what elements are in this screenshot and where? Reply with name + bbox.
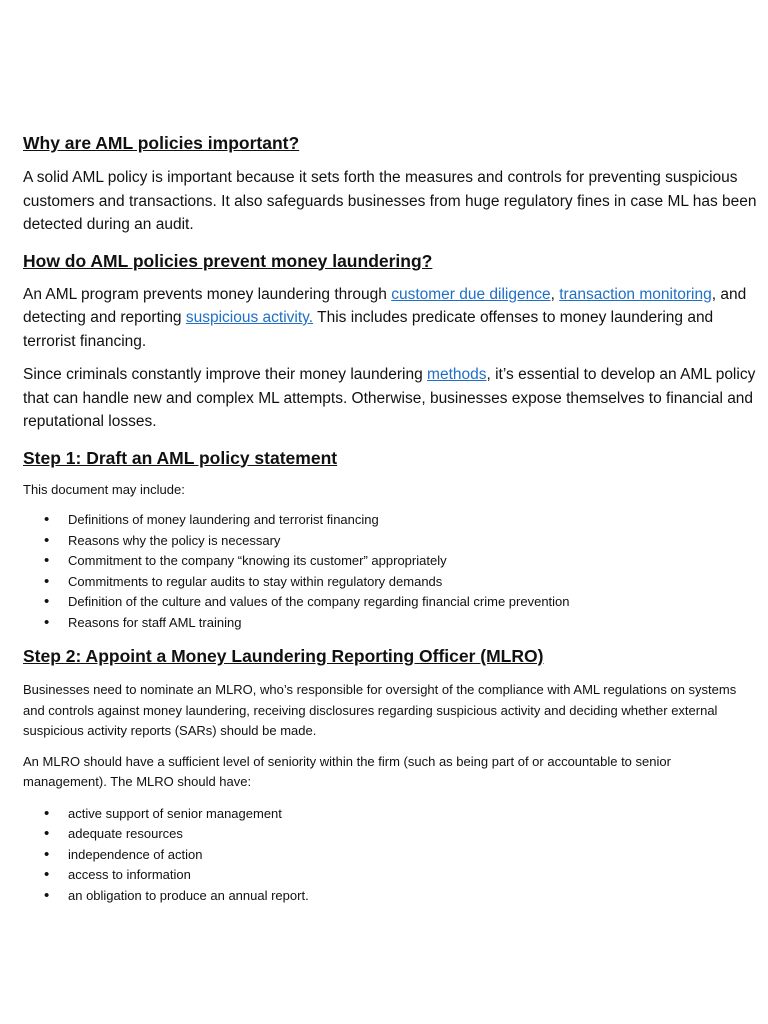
- link-suspicious-activity[interactable]: suspicious activity.: [185, 309, 314, 326]
- link-methods[interactable]: methods: [427, 366, 487, 383]
- paragraph-how-2: [23, 363, 758, 434]
- text-segment: Since criminals constantly improve their money laundering: [23, 366, 428, 383]
- list-item: • independence of action: [23, 845, 758, 866]
- paragraph-how-1: [23, 283, 758, 354]
- list-item: • Definitions of money laundering and terrorist financing: [23, 510, 758, 531]
- paragraph-why: A solid AML policy is important because it sets forth the measures and controls for preventing suspicious customers and transactions. It also safeguards businesses from huge regulatory fines in case ML has been detected during an audit.: [23, 169, 757, 233]
- list-item: • Reasons for staff AML training: [23, 613, 758, 634]
- link-customer-due-diligence[interactable]: customer due diligence: [391, 285, 551, 303]
- step1-list: [23, 510, 758, 633]
- list-item: • Commitment to the company “knowing its customer” appropriately: [23, 551, 758, 572]
- step2-paragraph-2: An MLRO should have a sufficient level of seniority within the firm (such as being part of or accountable to senior management). The MLRO should have:: [23, 753, 671, 789]
- heading-step-2: Step 2: Appoint a Money Laundering Reporting Officer (MLRO): [23, 646, 544, 666]
- list-item: • an obligation to produce an annual report.: [23, 886, 758, 907]
- document-body: [23, 130, 758, 906]
- step1-intro: This document may include:: [23, 481, 185, 497]
- step2-paragraph-1: Businesses need to nominate an MLRO, who’s responsible for oversight of the compliance with AML regulations on systems and controls against money laundering, receiving disclosures regarding suspicious activity and deciding whether external suspicious activity reports (SARs) should be made.: [23, 682, 737, 738]
- list-item: • Commitments to regular audits to stay within regulatory demands: [23, 572, 758, 593]
- list-item: • adequate resources: [23, 824, 758, 845]
- text-segment: ,: [550, 285, 560, 303]
- text-segment: This includes predicate offenses to money laundering and terrorist financing.: [23, 309, 714, 350]
- list-item: • Reasons why the policy is necessary: [23, 531, 758, 552]
- list-item: • Definition of the culture and values of the company regarding financial crime prevention: [23, 592, 758, 613]
- list-item: • access to information: [23, 865, 758, 886]
- list-item: • active support of senior management: [23, 804, 758, 825]
- text-segment: , and detecting and reporting: [23, 285, 747, 326]
- text-segment: An AML program prevents money laundering through: [23, 285, 392, 303]
- heading-step-1: Step 1: Draft an AML policy statement: [23, 447, 338, 468]
- heading-how-aml-prevents: How do AML policies prevent money laundering?: [23, 250, 433, 271]
- link-transaction-monitoring[interactable]: transaction monitoring: [559, 285, 712, 303]
- heading-why-aml-important: Why are AML policies important?: [23, 133, 300, 153]
- text-segment: , it’s essential to develop an AML policy that can handle new and complex ML attempts. Otherwise, businesses expose themselves to financial and reputational losses.: [23, 366, 756, 430]
- step2-list: [23, 804, 758, 907]
